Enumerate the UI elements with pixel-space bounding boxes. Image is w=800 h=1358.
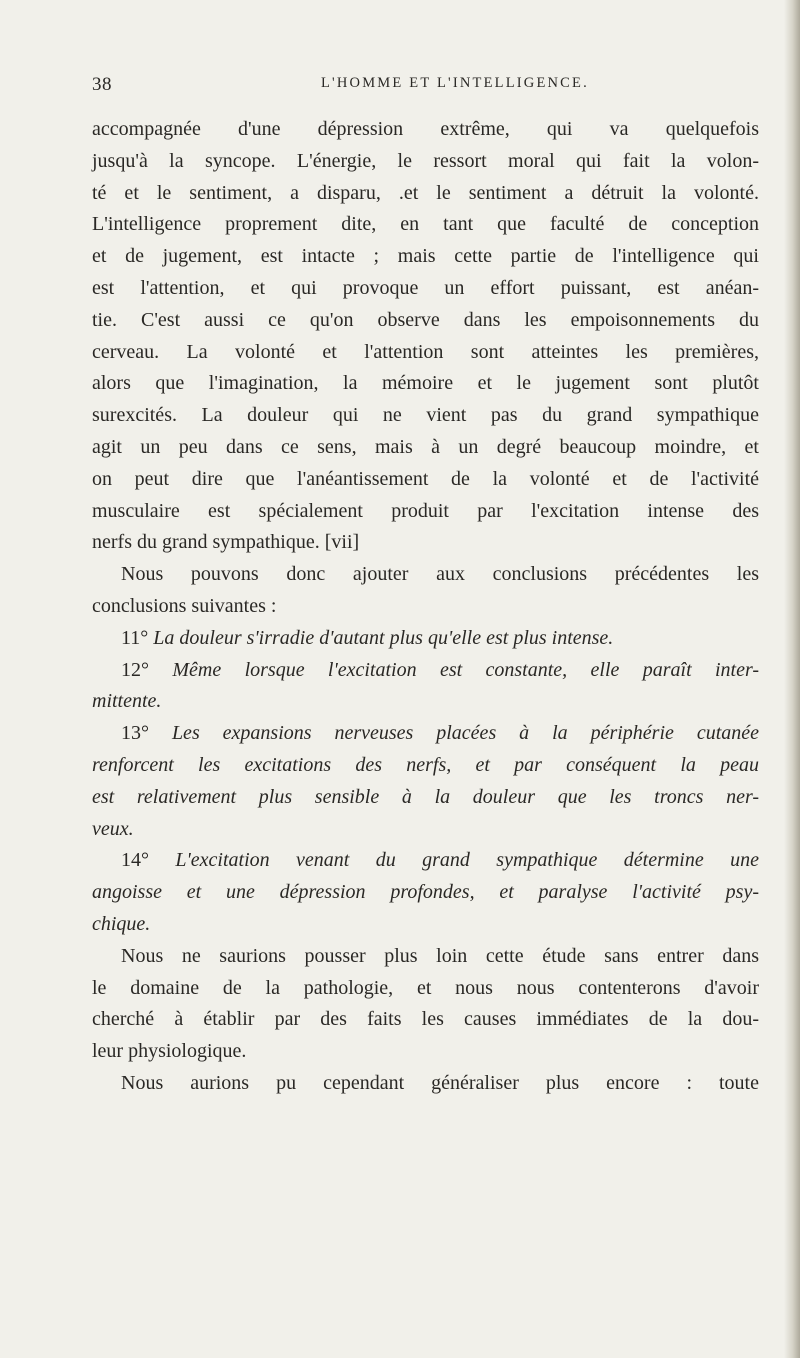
text-line: veux. (92, 817, 134, 840)
text-line: surexcités. La douleur qui ne vient pas du grand sympathique (92, 404, 759, 427)
page-header (92, 74, 758, 104)
text-line: leur physiologique. (92, 1040, 247, 1063)
text-line: agit un peu dans ce sens, mais à un degré beaucoup moindre, et (92, 435, 759, 458)
conclusion-number: 11° (121, 626, 154, 649)
text-line: chique. (92, 912, 151, 935)
running-title: L'HOMME ET L'INTELLIGENCE. (321, 75, 589, 91)
text-line: tie. C'est aussi ce qu'on observe dans les empoisonnements du (92, 308, 759, 331)
page-edge-shadow (784, 0, 800, 1358)
text-line: nerfs du grand sympathique. [vii] (92, 531, 360, 554)
text-line: jusqu'à la syncope. L'énergie, le ressort moral qui fait la volon- (92, 149, 759, 172)
text-line: mittente. (92, 690, 162, 713)
conclusion-13-line: 13° Les expansions nerveuses placées à la périphérie cutanée (121, 722, 760, 745)
text-line: est l'attention, et qui provoque un effort puissant, est anéan- (92, 276, 759, 299)
text-line: cherché à établir par des faits les causes immédiates de la dou- (92, 1008, 759, 1031)
body-text (92, 114, 759, 1100)
paragraph-start-line: Nous ne saurions pousser plus loin cette étude sans entrer dans (121, 944, 759, 967)
text-line: alors que l'imagination, la mémoire et le jugement sont plutôt (92, 372, 759, 395)
text-line: le domaine de la pathologie, et nous nous contenterons d'avoir (92, 976, 759, 999)
page-number: 38 (92, 74, 112, 95)
text-line: renforcent les excitations des nerfs, et par conséquent la peau (92, 753, 759, 776)
text-line: conclusions suivantes : (92, 594, 277, 617)
text-line: cerveau. La volonté et l'attention sont atteintes les premières, (92, 340, 759, 363)
paragraph-start-line: Nous pouvons donc ajouter aux conclusions précédentes les (121, 563, 759, 586)
conclusion-number: 12° (121, 658, 173, 681)
text-line: est relativement plus sensible à la douleur que les troncs ner- (92, 785, 759, 808)
text-line: et de jugement, est intacte ; mais cette partie de l'intelligence qui (92, 245, 759, 268)
conclusion-11-line: 11° La douleur s'irradie d'autant plus qu'elle est plus intense. (121, 626, 614, 649)
text-line: musculaire est spécialement produit par l'excitation intense des (92, 499, 759, 522)
conclusion-12-line: 12° Même lorsque l'excitation est constante, elle paraît inter- (121, 658, 760, 681)
text-line: té et le sentiment, a disparu, .et le sentiment a détruit la volonté. (92, 181, 759, 204)
conclusion-14-line: 14° L'excitation venant du grand sympathique détermine une (121, 849, 760, 872)
text-line: L'intelligence proprement dite, en tant que faculté de conception (92, 213, 759, 236)
text-line: angoisse et une dépression profondes, et paralyse l'activité psy- (92, 881, 759, 904)
conclusion-number: 14° (121, 849, 176, 872)
text-line: accompagnée d'une dépression extrême, qui va quelquefois (92, 118, 759, 140)
conclusion-number: 13° (121, 722, 172, 745)
paragraph-start-line: Nous aurions pu cependant généraliser plus encore : toute (121, 1071, 759, 1094)
text-line: on peut dire que l'anéantissement de la volonté et de l'activité (92, 467, 759, 490)
